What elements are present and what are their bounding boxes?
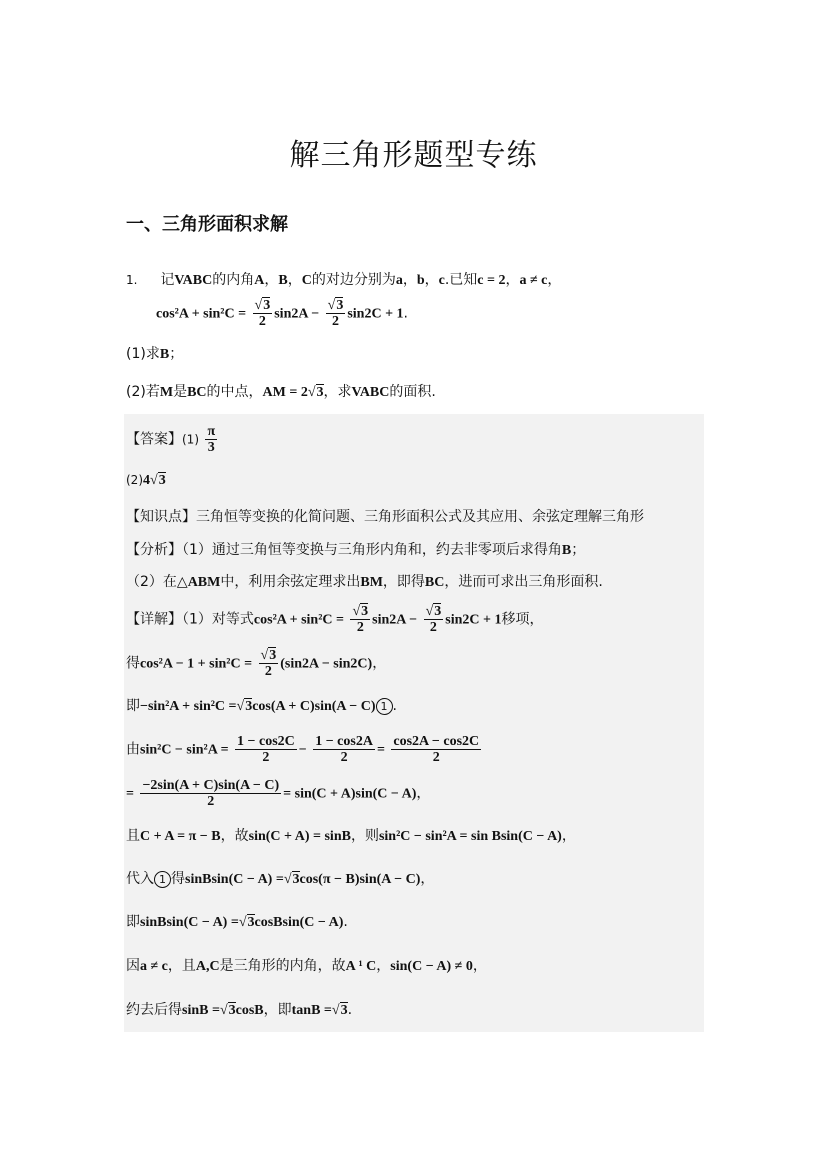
fraction: $\frac{√3}{2}$: [260, 648, 277, 679]
math-expr: A ¹ C: [345, 959, 377, 974]
math-expr: tanB =: [291, 1003, 332, 1018]
text: ，: [420, 871, 435, 887]
text: .已知: [444, 272, 478, 288]
analysis-line-2: [126, 572, 603, 593]
math-expr: cosB: [235, 1003, 264, 1018]
text: 的对边分别为: [311, 272, 396, 288]
detail-line-2: [126, 648, 386, 679]
math-expr: sinBsin(C − A) =: [185, 872, 284, 887]
math-var: A: [254, 273, 265, 288]
text: ，: [561, 828, 576, 844]
text: ，: [402, 272, 417, 288]
text: ，: [547, 272, 562, 288]
problem-number: 1.: [126, 273, 138, 287]
text: ；: [169, 346, 184, 362]
text: 移项，: [501, 611, 544, 628]
problem-equation: [156, 298, 408, 329]
math-expr: cos²A + sin²C =: [156, 306, 247, 322]
fraction: $\frac{√3}{2}$: [425, 604, 442, 635]
text: ，: [416, 785, 431, 802]
text: ，进而可求出三角形面积.: [444, 574, 603, 590]
math-var: BC: [424, 575, 445, 590]
text: (1): [182, 432, 199, 447]
math-expr: sin(C − A) ≠ 0: [390, 959, 473, 974]
text: 的中点，: [206, 384, 263, 400]
analysis-label: 【分析】: [126, 542, 182, 558]
circled-number: 1: [154, 871, 171, 888]
math-expr: c = 2: [477, 273, 506, 288]
math-var: B: [561, 543, 572, 558]
text: 得: [171, 871, 185, 887]
text: .: [403, 305, 408, 322]
math-var: C: [301, 273, 312, 288]
math-expr: 4: [143, 473, 150, 488]
math-expr: sin2C + 1: [347, 306, 404, 322]
math-expr: sinBsin(C − A) =: [140, 915, 239, 930]
text: (2)若: [126, 384, 160, 400]
fraction: $\frac{\cos 2A - \cos 2C}{2}$: [393, 734, 480, 765]
page-title: 解三角形题型专练: [289, 138, 538, 173]
section-heading: 一、三角形面积求解: [126, 214, 288, 235]
text: ，: [264, 272, 279, 288]
math-var: B: [278, 273, 288, 288]
math-expr: sin(C + A) = sinB: [248, 829, 351, 844]
text: 且: [126, 828, 140, 844]
math-var: c: [438, 273, 445, 288]
fraction: $\frac{1 - \cos 2A}{2}$: [315, 734, 373, 765]
fraction: $\frac{√3}{2}$: [254, 298, 271, 329]
math-expr: a ≠ c: [519, 273, 548, 288]
text: （1）对等式: [182, 611, 254, 628]
text: ，即得: [382, 574, 425, 590]
text: .: [392, 698, 397, 714]
fraction: $\frac{-2\sin(A + C)\sin(A - C)}{2}$: [142, 778, 280, 809]
detail-line-3: 即−sin²A + sin²C =√3cos(A + C)sin(A − C) 1 .: [126, 698, 397, 714]
math-var: M: [159, 385, 174, 400]
answer-label: 【答案】: [126, 431, 182, 448]
math-var: a: [395, 273, 403, 288]
math-expr: sin2A −: [372, 612, 418, 628]
math-var: b: [416, 273, 425, 288]
text: ，且: [167, 958, 196, 974]
text: 的面积.: [389, 384, 436, 400]
fraction: $\frac{√3}{2}$: [327, 298, 344, 329]
text: .: [347, 1002, 353, 1018]
knowledge-label: 【知识点】: [126, 509, 196, 525]
math-expr: cos(π − B)sin(A − C): [299, 872, 421, 887]
text: (1)求: [126, 346, 160, 362]
text: 代入: [126, 871, 154, 887]
answer-part-2: (2)4√3: [126, 473, 166, 488]
text: ，: [376, 958, 391, 974]
text: ，: [287, 272, 302, 288]
math-expr: cosBsin(C − A): [254, 915, 344, 930]
text: 的内角: [212, 272, 255, 288]
text: 是三角形的内角，故: [219, 958, 346, 974]
math-expr: sin2C + 1: [445, 612, 502, 628]
text: ，求: [323, 384, 352, 400]
math-expr: = sin(C + A)sin(C − A): [283, 786, 417, 802]
detail-line-1: [126, 604, 543, 635]
text: (2): [126, 473, 143, 487]
text: 约去后得: [126, 1002, 182, 1018]
text: 中，利用余弦定理求出: [220, 574, 361, 590]
math-expr: (sin2A − sin2C): [280, 656, 373, 672]
math-expr: cos²A − 1 + sin²C =: [140, 656, 253, 672]
text: ，: [505, 272, 520, 288]
problem-line-1: [126, 270, 561, 291]
text: ，: [424, 272, 439, 288]
detail-line-5: = $\frac{-2\sin(A + C)\sin(A - C)}{2}$ = sin(C + A)sin(C − A)，: [126, 778, 431, 809]
knowledge-line: [126, 507, 644, 527]
text: .: [343, 914, 348, 930]
question-2: (2)若M是BC的中点，AM = 2√3，求VABC的面积.: [126, 384, 436, 400]
text: 三角恒等变换的化简问题、三角形面积公式及其应用、余弦定理解三角形: [196, 509, 644, 525]
text: 因: [126, 958, 140, 974]
detail-line-7: 代入 1 得sinBsin(C − A) =√3cos(π − B)sin(A − C)，: [126, 871, 435, 887]
text: 即: [126, 914, 140, 930]
detail-line-9: [126, 956, 487, 977]
text: ，: [472, 958, 487, 974]
math-expr: A,C: [195, 959, 220, 974]
math-expr: sin2A −: [274, 306, 320, 322]
text: ；: [571, 542, 586, 558]
answer-line: [126, 424, 219, 455]
text: （2）在: [126, 574, 177, 590]
math-var: BC: [187, 385, 207, 400]
math-expr: sin²C − sin²A =: [140, 742, 229, 758]
math-expr: sinB =: [182, 1003, 220, 1018]
math-expr: cos(A + C)sin(A − C): [252, 699, 376, 714]
math-var: B: [159, 347, 170, 362]
detail-line-8: 即sinBsin(C − A) =√3cosBsin(C − A).: [126, 914, 348, 930]
math-triangle-abc: VABC: [174, 273, 213, 288]
question-1: [126, 344, 183, 365]
detail-line-6: [126, 826, 576, 847]
detail-line-4: 由sin²C − sin²A = $\frac{1 - \cos 2C}{2}$ − $\frac{1 - \cos 2A}{2}$ = $\frac{\cos 2A - \cos 2C}{2}$: [126, 734, 480, 765]
circled-number: 1: [376, 698, 393, 715]
text: 得: [126, 655, 140, 672]
text: 记: [160, 272, 175, 288]
math-expr: −sin²A + sin²C =: [140, 699, 237, 714]
math-var: BM: [360, 575, 383, 590]
math-expr: cos²A + sin²C =: [253, 612, 345, 628]
detail-line-10: 约去后得sinB =√3cosB，即tanB =√3.: [126, 1002, 353, 1018]
text: 由: [126, 741, 140, 758]
math-expr: C + A = π − B: [140, 829, 221, 844]
text: ，则: [350, 828, 379, 844]
analysis-line-1: [126, 540, 585, 561]
text: （1）通过三角恒等变换与三角形内角和，约去非零项后求得角: [182, 542, 562, 558]
fraction: $\frac{√3}{2}$: [352, 604, 369, 635]
math-expr: sin²C − sin²A = sin Bsin(C − A): [378, 829, 562, 844]
detail-label: 【详解】: [126, 611, 182, 628]
text: ，即: [263, 1002, 292, 1018]
text: ，故: [220, 828, 249, 844]
math-expr: AM = 2: [262, 385, 308, 400]
math-triangle-abc: VABC: [351, 385, 390, 400]
text: ，: [372, 655, 387, 672]
fraction: $\frac{1 - \cos 2C}{2}$: [237, 734, 295, 765]
text: 是: [173, 384, 188, 400]
fraction: $\frac{\pi}{3}$: [207, 424, 216, 455]
math-expr: a ≠ c: [140, 959, 168, 974]
text: 即: [126, 698, 140, 714]
math-triangle-abm: △ABM: [176, 575, 221, 590]
